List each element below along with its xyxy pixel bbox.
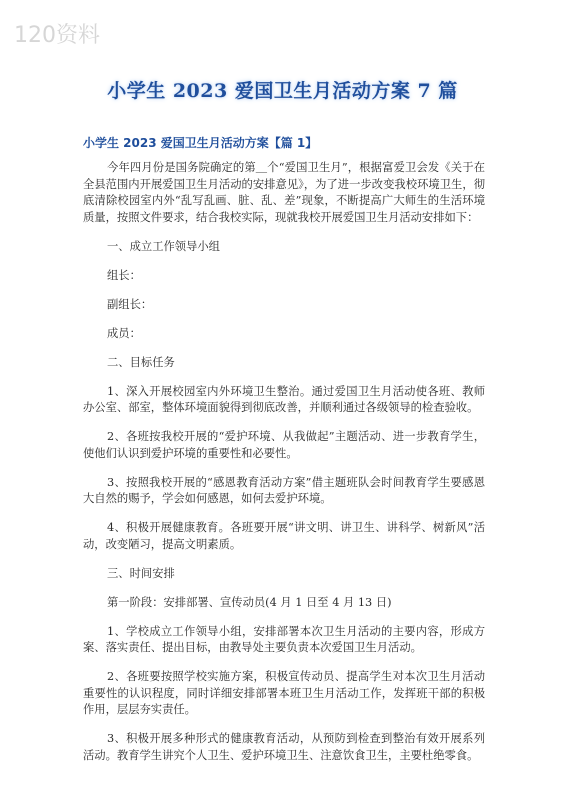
leader-line: 组长： (107, 268, 141, 282)
heading-leadership-group: 一、成立工作领导小组 (107, 239, 220, 253)
goal-item-3: 3、按照我校开展的“感恩教育活动方案”借主题班队会时间教育学生要感恩大自然的赐予，学会如何感恩，如何去爱护环境。 (83, 475, 485, 505)
phase-item-3: 3、积极开展多种形式的健康教育活动，从预防到检查到整治有效开展系列活动。教育学生讲究个人卫生、爱护环境卫生、注意饮食卫生，主要杜绝零食。 (83, 732, 485, 762)
watermark: 120资料 (14, 23, 100, 48)
goal-item-4: 4、积极开展健康教育。各班要开展“讲文明、讲卫生、讲科学、树新风”活动，改变陋习，提高文明素质。 (83, 521, 485, 551)
intro-paragraph: 今年四月份是国务院确定的第＿个“爱国卫生月”，根据富爱卫会发《关于在全县范围内开展爱国卫生月活动的安排意见》，为了进一步改变我校环境卫生，彻底清除校园室内外“乱写乱画、脏、乱、差”现象，不断提高广大师生的生活环境质量，按照文件要求，结合我校实际，现就我校开展爱国卫生月活动安排如下： (83, 161, 485, 224)
phase-item-2: 2、各班要按照学校实施方案，积极宣传动员、提高学生对本次卫生月活动重要性的认识程度，同时详细安排部署本班卫生月活动工作，发挥班干部的积极作用，层层夯实责任。 (83, 670, 485, 716)
document-body (83, 160, 485, 777)
section-heading: 小学生 2023 爱国卫生月活动方案【篇 1】 (83, 136, 318, 150)
deputy-leader-line: 副组长： (107, 297, 153, 311)
heading-schedule: 三、时间安排 (107, 566, 175, 580)
document-title: 小学生 2023 爱国卫生月活动方案 7 篇 (107, 80, 458, 102)
phase-item-1: 1、学校成立工作领导小组，安排部署本次卫生月活动的主要内容，形成方案、落实责任、提出目标，由教导处主要负责本次爱国卫生月活动。 (83, 624, 485, 654)
members-line: 成员： (107, 326, 141, 340)
goal-item-2: 2、各班按我校开展的“爱护环境、从我做起”主题活动、进一步教育学生，使他们认识到爱护环境的重要性和必要性。 (83, 430, 485, 460)
heading-goals: 二、目标任务 (107, 355, 175, 369)
goal-item-1: 1、深入开展校园室内外环境卫生整治。通过爱国卫生月活动使各班、教师办公室、部室，整体环境面貌得到彻底改善，并顺利通过各级领导的检查验收。 (83, 384, 485, 414)
phase-one-line: 第一阶段：安排部署、宣传动员(4 月 1 日至 4 月 13 日) (107, 595, 392, 609)
